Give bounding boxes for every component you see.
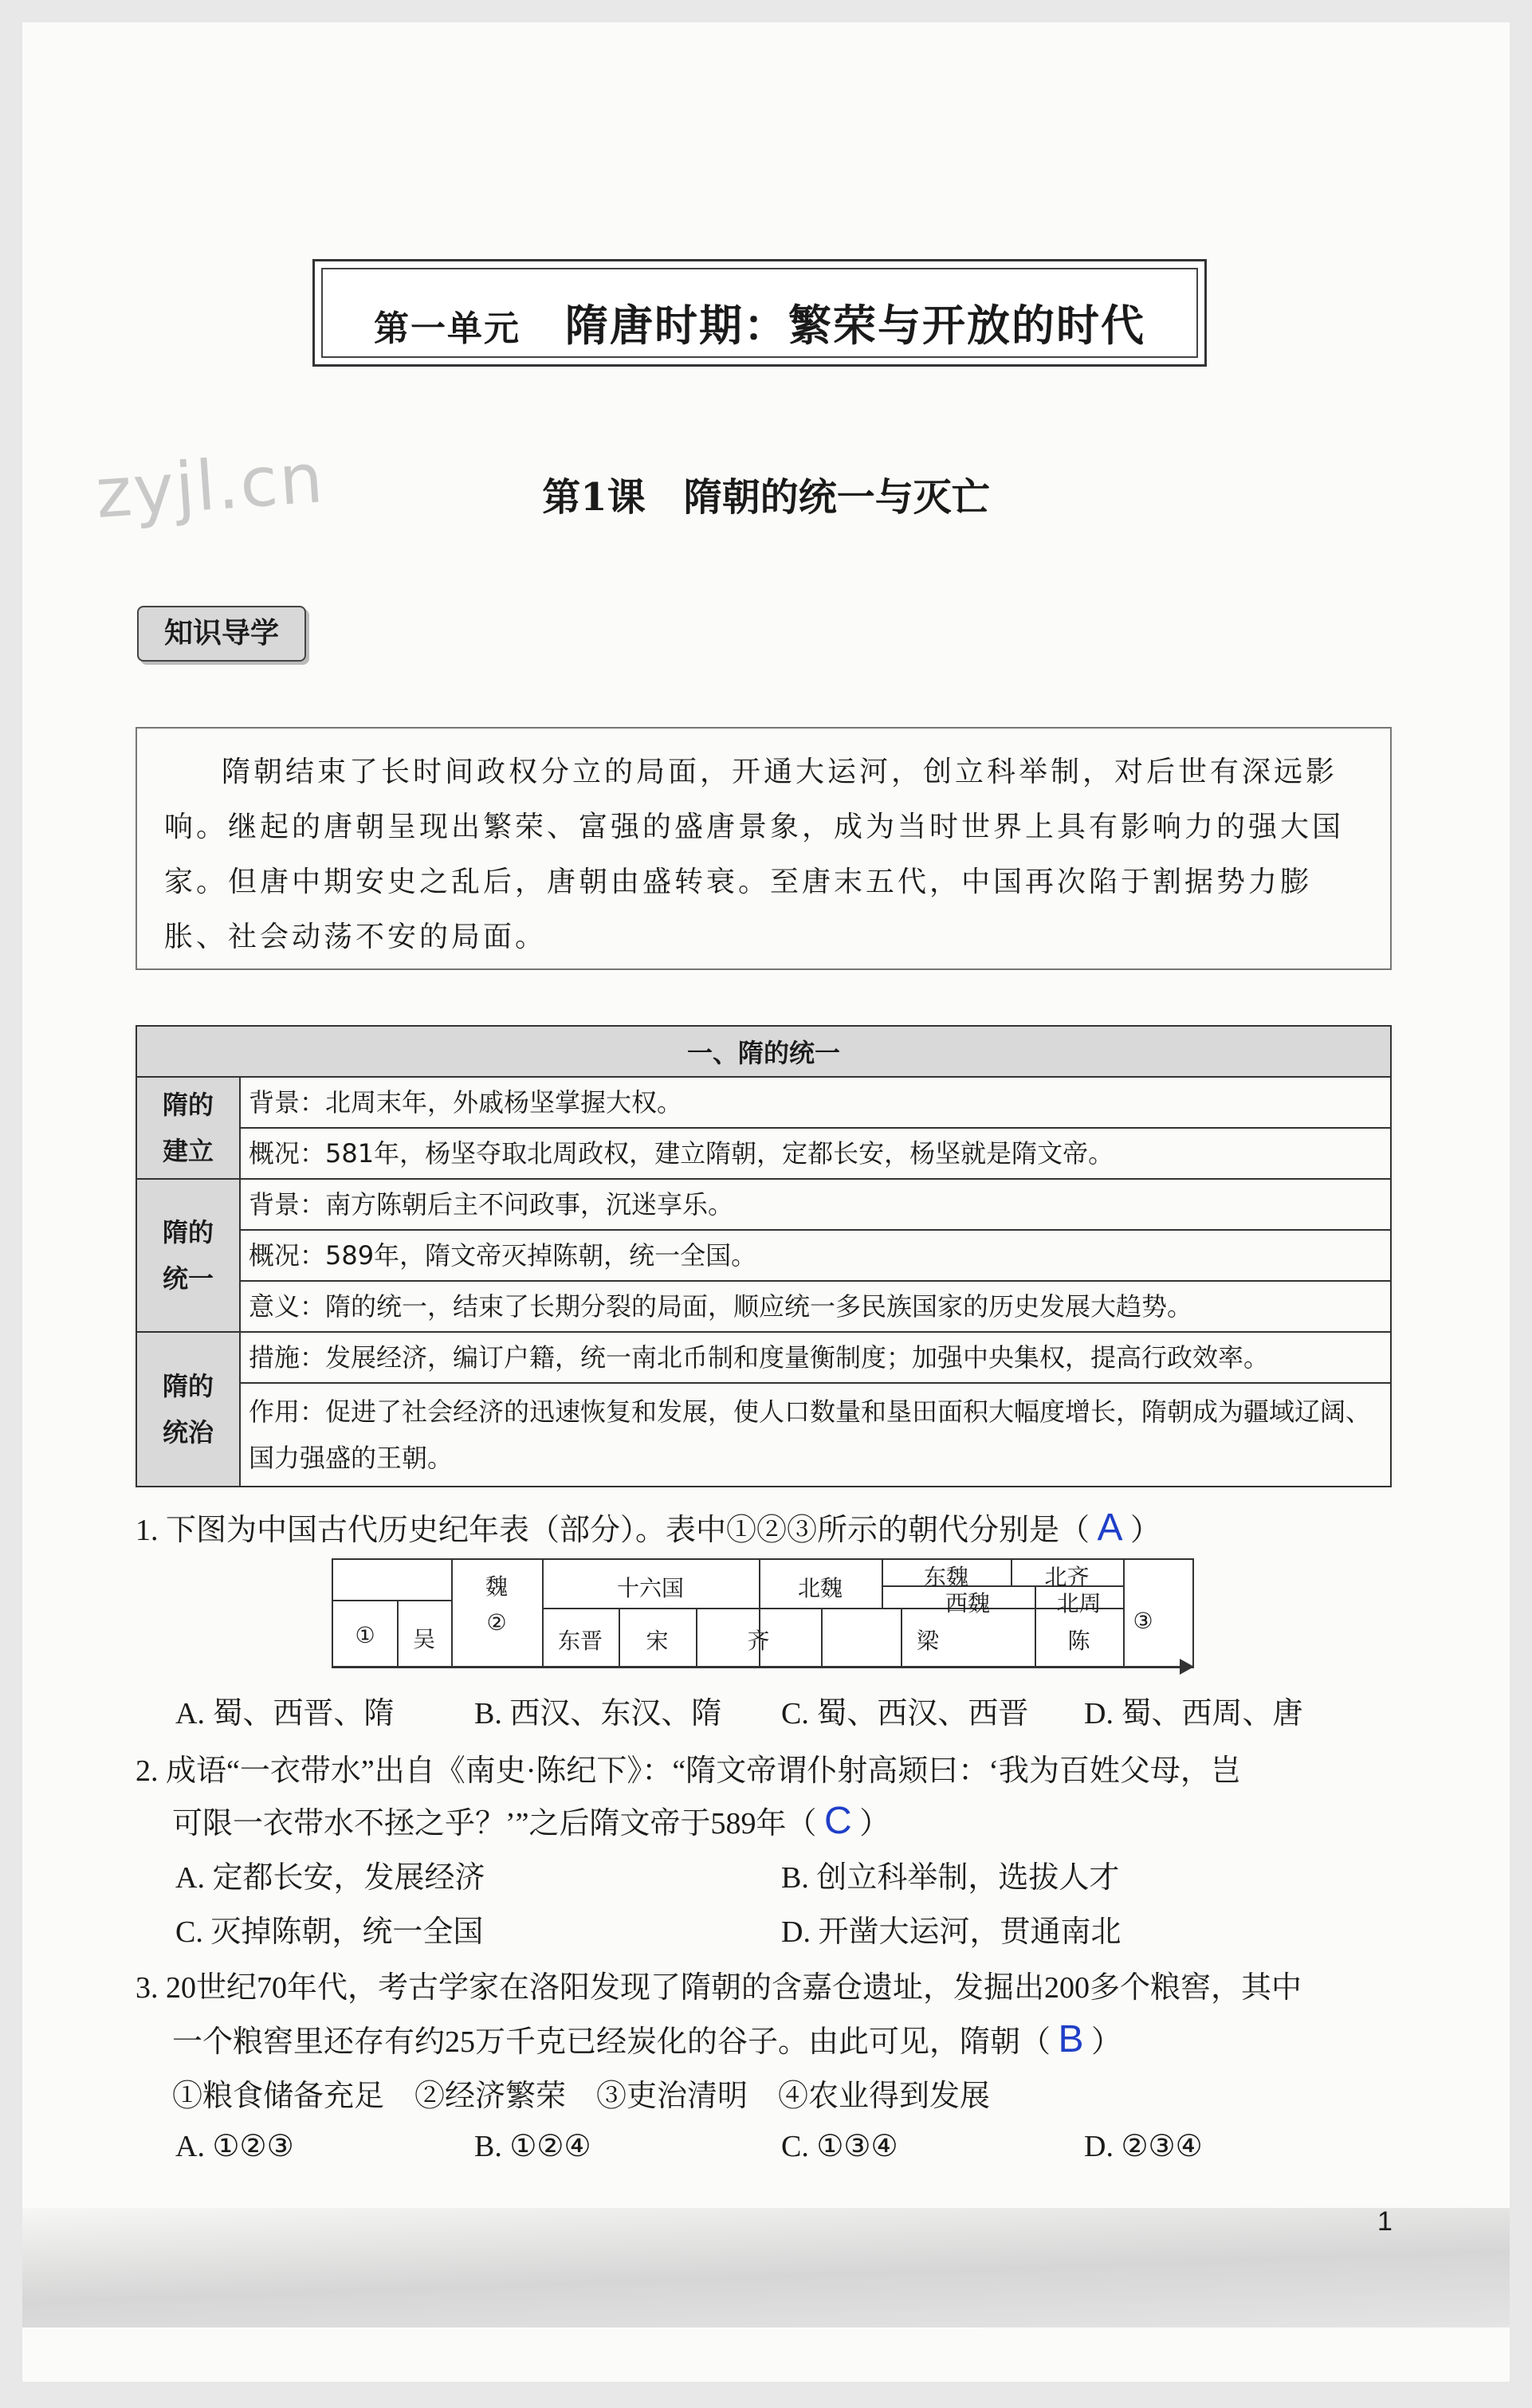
- q3-option-a[interactable]: A. ①②③: [175, 2130, 294, 2163]
- tl-wei: 魏: [485, 1573, 508, 1600]
- tl-dongwei: 东魏: [923, 1564, 968, 1590]
- page-shadow: [22, 2208, 1510, 2327]
- tl-sixteen: 十六国: [616, 1575, 684, 1601]
- tl-beizhou: 北周: [1056, 1590, 1102, 1616]
- tl-chen: 陈: [1067, 1628, 1090, 1654]
- tl-c1: ①: [355, 1622, 375, 1648]
- table-row: 背景：南方陈朝后主不问政事，沉迷享乐。: [240, 1179, 1391, 1230]
- question-3-stem-cont: 一个粮窖里还存有约25万千克已经炭化的谷子。由此可见，隋朝（ B ）: [172, 2018, 1122, 2060]
- tl-liang: 梁: [916, 1628, 939, 1654]
- table-category: 隋的 统治: [136, 1332, 240, 1487]
- page-number: 1: [1377, 2206, 1393, 2237]
- q1-option-c[interactable]: C. 蜀、西汉、西晋: [781, 1697, 1029, 1730]
- q2-option-c[interactable]: C. 灭掉陈朝，统一全国: [175, 1915, 484, 1949]
- question-1-answer: A: [1097, 1506, 1123, 1549]
- question-1-stem: 1. 下图为中国古代历史纪年表（部分）。表中①②③所示的朝代分别是（ A ）: [136, 1506, 1161, 1549]
- tl-c2: ②: [486, 1609, 507, 1636]
- tl-c3: ③: [1133, 1608, 1153, 1634]
- table-row: 概况：589年，隋文帝灭掉陈朝，统一全国。: [240, 1230, 1391, 1281]
- table-category: 隋的 统一: [136, 1179, 240, 1332]
- table-row: 措施：发展经济，编订户籍，统一南北币制和度量衡制度；加强中央集权，提高行政效率。: [240, 1332, 1391, 1383]
- table-category: 隋的 建立: [136, 1077, 240, 1179]
- q1-option-d[interactable]: D. 蜀、西周、唐: [1084, 1697, 1303, 1730]
- q3-option-b[interactable]: B. ①②④: [474, 2130, 591, 2163]
- watermark: zyjl.cn: [92, 438, 328, 534]
- timeline-arrow: [1180, 1659, 1194, 1675]
- table-row: 概况：581年，杨坚夺取北周政权，建立隋朝，定都长安，杨坚就是隋文帝。: [240, 1128, 1391, 1179]
- q3-option-c[interactable]: C. ①③④: [781, 2130, 898, 2163]
- tl-beiqi: 北齐: [1044, 1564, 1090, 1590]
- question-3-stem: 3. 20世纪70年代，考古学家在洛阳发现了隋朝的含嘉仓遗址，发掘出200多个粮窖，其中: [136, 1971, 1302, 2005]
- intro-text: 隋朝结束了长时间政权分立的局面，开通大运河，创立科举制，对后世有深远影响。继起的唐朝呈现出繁荣、富强的盛唐景象，成为当时世界上具有影响力的强大国家。但唐中期安史之乱后，唐朝由盛转衰。至唐末五代，中国再次陷于割据势力膨胀、社会动荡不安的局面。: [136, 727, 1392, 970]
- question-2-stem-cont: 可限一衣带水不拯之乎？’”之后隋文帝于589年（ C ）: [172, 1800, 890, 1842]
- knowledge-table: [136, 1025, 1392, 1487]
- q2-option-d[interactable]: D. 开凿大运河，贯通南北: [781, 1915, 1122, 1949]
- question-2-stem: 2. 成语“一衣带水”出自《南史·陈纪下》：“隋文帝谓仆射高颎曰：‘我为百姓父母，岂: [136, 1754, 1241, 1788]
- tl-dongjin: 东晋: [557, 1628, 603, 1654]
- q2-option-b[interactable]: B. 创立科举制，选拔人才: [781, 1861, 1120, 1895]
- unit-title: 隋唐时期：繁荣与开放的时代: [565, 300, 1145, 351]
- tl-qi: 齐: [747, 1628, 770, 1654]
- q3-option-d[interactable]: D. ②③④: [1084, 2130, 1203, 2163]
- tl-xiwei: 西魏: [945, 1590, 990, 1616]
- tl-beiwei: 北魏: [797, 1575, 843, 1601]
- question-3-items: ①粮食储备充足 ②经济繁荣 ③吏治清明 ④农业得到发展: [172, 2080, 991, 2113]
- timeline-chart: [332, 1558, 1194, 1668]
- question-2-answer: C: [824, 1800, 852, 1842]
- lesson-title: 第1课 隋朝的统一与灭亡: [542, 475, 990, 520]
- tl-wu: 吴: [412, 1626, 435, 1652]
- section-tag: 知识导学: [137, 606, 306, 662]
- q2-option-a[interactable]: A. 定都长安，发展经济: [175, 1861, 485, 1895]
- unit-label: 第一单元: [374, 308, 520, 349]
- table-header: 一、隋的统一: [136, 1026, 1391, 1077]
- unit-banner: [312, 259, 1207, 367]
- question-3-answer: B: [1058, 2018, 1084, 2060]
- tl-song: 宋: [646, 1628, 669, 1654]
- q1-option-b[interactable]: B. 西汉、东汉、隋: [474, 1697, 722, 1730]
- q1-option-a[interactable]: A. 蜀、西晋、隋: [175, 1697, 395, 1730]
- table-row: 意义：隋的统一，结束了长期分裂的局面，顺应统一多民族国家的历史发展大趋势。: [240, 1281, 1391, 1332]
- table-row: 背景：北周末年，外戚杨坚掌握大权。: [240, 1077, 1391, 1128]
- table-row: 作用：促进了社会经济的迅速恢复和发展，使人口数量和垦田面积大幅度增长，隋朝成为疆域辽阔、国力强盛的王朝。: [240, 1383, 1391, 1487]
